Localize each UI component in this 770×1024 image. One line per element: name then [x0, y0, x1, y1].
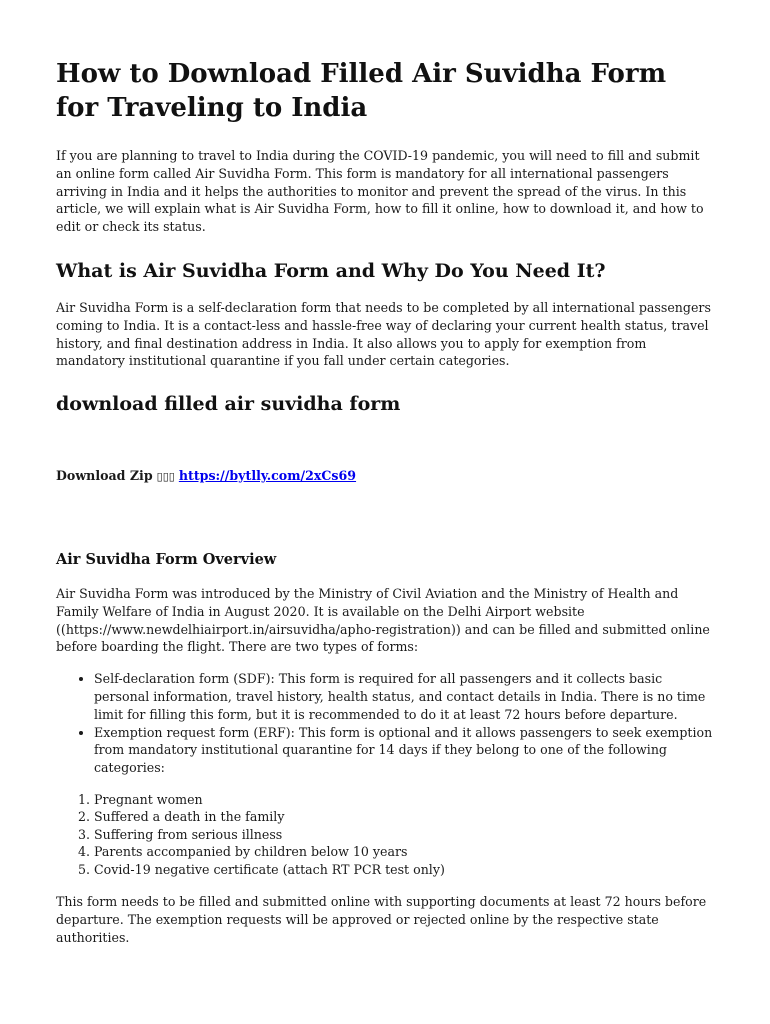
categories-list [56, 791, 716, 879]
page-title: How to Download Filled Air Suvidha Form for Traveling to India [56, 59, 667, 123]
download-arrow-icon: ▯▯▯ [156, 470, 175, 484]
closing-paragraph: This form needs to be filled and submitted online with supporting documents at least 72 hours before departure. The exemption requests will be approved or rejected online by the respective state authorities. [56, 894, 707, 946]
list-item: 1. Pregnant women [94, 791, 716, 809]
overview-paragraph: Air Suvidha Form was introduced by the Ministry of Civil Aviation and the Ministry of Health and Family Welfare of India in August 2020. It is available on the Delhi Airport website ((https://www.newdelhiairport.in/airsuvidha/apho-registration)) and can be filled and submitted online before boarding the flight. There are two types of forms: [56, 585, 710, 655]
list-item: 2. Suffered a death in the family [94, 808, 716, 826]
list-item: 3. Suffering from serious illness [94, 826, 716, 844]
section-what-is-body: Air Suvidha Form is a self-declaration form that needs to be completed by all international passengers coming to India. It is a contact-less and hassle-free way of declaring your current health status, travel history, and final destination address in India. It also allows you to apply for exemption from mandatory institutional quarantine if you fall under certain categories. [56, 299, 711, 369]
overview-heading: Air Suvidha Form Overview [56, 550, 277, 568]
list-item: 5. Covid-19 negative certificate (attach RT PCR test only) [94, 861, 716, 879]
list-item: • Self-declaration form (SDF): This form is required for all passengers and it collects basic personal information, travel history, health status, and contact details in India. There is no time limit for filling this form, but it is recommended to do it at least 72 hours before departure. [94, 670, 716, 723]
article [56, 0, 716, 947]
section-heading-what-is: What is Air Suvidha Form and Why Do You Need It? [56, 259, 606, 282]
download-line [56, 467, 716, 486]
list-item: 4. Parents accompanied by children below 10 years [94, 843, 716, 861]
list-item: • Exemption request form (ERF): This form is optional and it allows passengers to seek exemption from mandatory institutional quarantine for 14 days if they belong to one of the following categories: [94, 724, 716, 777]
intro-paragraph: If you are planning to travel to India during the COVID-19 pandemic, you will need to fill and submit an online form called Air Suvidha Form. This form is mandatory for all international passengers arriving in India and it helps the authorities to monitor and prevent the spread of the virus. In this article, we will explain what is Air Suvidha Form, how to fill it online, how to download it, and how to edit or check its status. [56, 148, 704, 235]
form-types-list [56, 670, 716, 777]
download-label: Download Zip [56, 468, 153, 484]
section-heading-download: download filled air suvidha form [56, 393, 401, 416]
download-link[interactable]: https://bytlly.com/2xCs69 [178, 468, 357, 484]
